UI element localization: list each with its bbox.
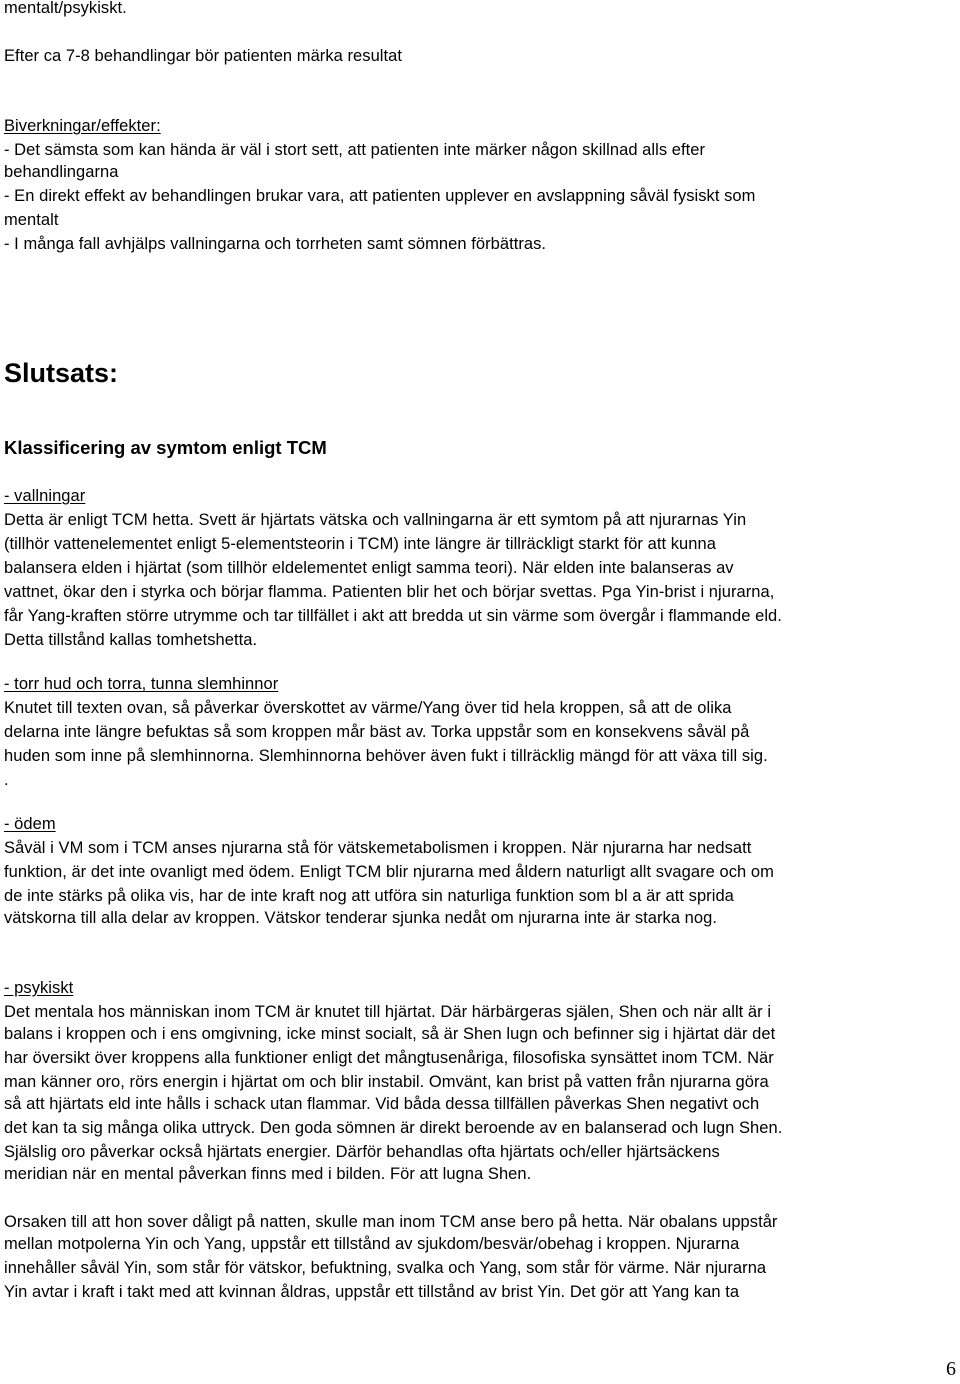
- text-line: .: [4, 771, 9, 789]
- section-heading: - vallningar: [4, 487, 86, 505]
- text-line: Efter ca 7-8 behandlingar bör patienten märka resultat: [4, 47, 403, 65]
- text-line: mentalt: [4, 211, 59, 229]
- text-line: vätskorna till alla delar av kroppen. Vätskor tenderar sjunka nedåt om njurarna inte är starka nog.: [4, 909, 717, 927]
- text-line: så att hjärtats eld inte hålls i schack utan flammar. Vid båda dessa tillfällen påverkas Shen negativt och: [4, 1095, 760, 1113]
- text-line: det kan ta sig många olika uttryck. Den goda sömnen är direkt beroende av en balanserad och lugn Shen.: [4, 1119, 783, 1137]
- section-heading: Biverkningar/effekter:: [4, 117, 161, 135]
- section-heading: - psykiskt: [4, 979, 74, 997]
- text-line: Själslig oro påverkar också hjärtats energier. Därför behandlas ofta hjärtats och/eller hjärtsäckens: [4, 1143, 720, 1161]
- text-line: huden som inne på slemhinnorna. Slemhinnorna behöver även fukt i tillräcklig mängd för att växa till sig.: [4, 747, 768, 765]
- text-line: Det mentala hos människan inom TCM är knutet till hjärtat. Där härbärgeras själen, Shen och när allt är i: [4, 1003, 772, 1021]
- text-line: Yin avtar i kraft i takt med att kvinnan åldras, uppstår ett tillstånd av brist Yin. Det gör att Yang kan ta: [4, 1283, 740, 1301]
- text-line: innehåller såväl Yin, som står för vätskor, befuktning, svalka och Yang, som står för värme. När njurarna: [4, 1259, 767, 1277]
- page-number: 6: [946, 1358, 956, 1380]
- text-line: Detta tillstånd kallas tomhetshetta.: [4, 631, 258, 649]
- text-line: (tillhör vattenelementet enligt 5-elementsteorin i TCM) inte längre är tillräckligt starkt för att kunna: [4, 535, 716, 553]
- text-line: Orsaken till att hon sover dåligt på natten, skulle man inom TCM anse bero på hetta. När obalans uppstår: [4, 1213, 778, 1231]
- text-line: man känner oro, rörs energin i hjärtat om och blir instabil. Omvänt, kan brist på vatten från njurarna göra: [4, 1073, 769, 1091]
- text-line: balans i kroppen och i ens omgivning, icke minst socialt, så är Shen lugn och befinner sig i hjärtat där det: [4, 1025, 776, 1043]
- text-line: Knutet till texten ovan, så påverkar överskottet av värme/Yang över tid hela kroppen, så att de olika: [4, 699, 732, 717]
- text-line: - Det sämsta som kan hända är väl i stort sett, att patienten inte märker någon skillnad alls efter: [4, 141, 706, 159]
- text-line: balansera elden i hjärtat (som tillhör eldelementet enligt samma teori). När elden inte balanseras av: [4, 559, 734, 577]
- text-line: - I många fall avhjälps vallningarna och torrheten samt sömnen förbättras.: [4, 235, 547, 253]
- text-line: har översikt över kroppens alla funktioner enligt det mångtusenåriga, filosofiska synsättet inom TCM. När: [4, 1049, 774, 1067]
- text-line: får Yang-kraften större utrymme och tar tillfället i akt att bredda ut sin värme som övergår i flammande eld.: [4, 607, 782, 625]
- text-line: delarna inte längre befuktas så som kroppen mår bäst av. Torka uppstår som en konsekvens såväl på: [4, 723, 750, 741]
- text-line: Detta är enligt TCM hetta. Svett är hjärtats vätska och vallningarna är ett symtom på att njurarnas Yin: [4, 511, 747, 529]
- text-line: mellan motpolerna Yin och Yang, uppstår ett tillstånd av sjukdom/besvär/obehag i kroppen. Njurarna: [4, 1235, 740, 1253]
- text-line: funktion, är det inte ovanligt med ödem. Enligt TCM blir njurarna med åldern naturligt allt svagare och om: [4, 863, 774, 881]
- section-heading: - torr hud och torra, tunna slemhinnor: [4, 675, 279, 693]
- section-heading: - ödem: [4, 815, 56, 833]
- text-line: de inte stärks på olika vis, har de inte kraft nog att utföra sin naturliga funktion som bl a är att sprida: [4, 887, 734, 905]
- subtitle: Klassificering av symtom enligt TCM: [4, 437, 327, 458]
- text-line: mentalt/psykiskt.: [4, 0, 127, 17]
- text-line: behandlingarna: [4, 163, 119, 181]
- text-line: vattnet, ökar den i styrka och börjar flamma. Patienten blir het och börjar svettas. Pga Yin-brist i njurarna,: [4, 583, 775, 601]
- page-title: Slutsats:: [4, 358, 119, 388]
- text-line: - En direkt effekt av behandlingen brukar vara, att patienten upplever en avslappning såväl fysiskt som: [4, 187, 756, 205]
- text-line: meridian när en mental påverkan finns med i bilden. För att lugna Shen.: [4, 1165, 532, 1183]
- text-line: Såväl i VM som i TCM anses njurarna stå för vätskemetabolismen i kroppen. När njurarna har nedsatt: [4, 839, 752, 857]
